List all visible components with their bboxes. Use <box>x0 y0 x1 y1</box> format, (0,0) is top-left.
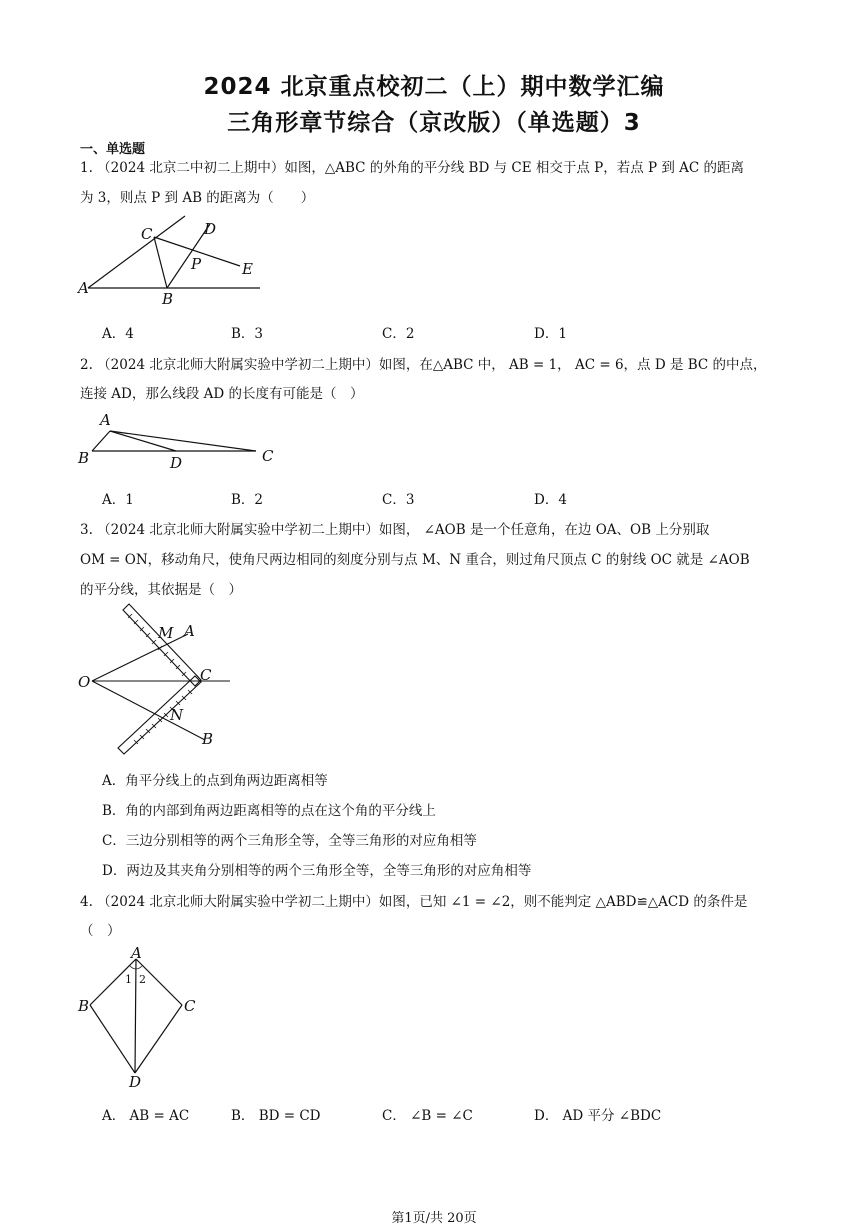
q2-option-a: A．1 <box>102 492 134 508</box>
q2-figure <box>70 405 290 475</box>
q1-label-c: C <box>141 225 153 243</box>
q3-label-n: N <box>170 706 184 724</box>
page-footer: 第1页/共 20页 <box>391 1211 477 1226</box>
q1-label-p: P <box>191 255 202 273</box>
q3-label-c: C <box>200 666 212 684</box>
q4-label-a: A <box>131 944 142 962</box>
q2-option-d: D．4 <box>534 492 567 508</box>
q1-option-b: B．3 <box>231 326 264 342</box>
q2-label-c: C <box>262 447 274 465</box>
q3-figure-angle-ruler <box>70 600 250 760</box>
q4-stem-line-1: 4. （2024 北京北师大附属实验中学初二上期中）如图，已知 ∠1 = ∠2，则不能判定 △ABD≌△ACD 的条件是 <box>80 894 748 910</box>
q3-label-o: O <box>78 673 91 691</box>
q4-label-c: C <box>184 997 196 1015</box>
q3-stem-line-1: 3. （2024 北京北师大附属实验中学初二上期中）如图， ∠AOB 是一个任意角，在边 OA、OB 上分别取 <box>80 522 710 538</box>
q2-label-b: B <box>78 449 90 467</box>
q4-label-d: D <box>129 1073 142 1091</box>
q1-stem-line-1: 1. （2024 北京二中初二上期中）如图，△ABC 的外角的平分线 BD 与 CE 相交于点 P，若点 P 到 AC 的距离 <box>80 160 745 176</box>
q3-label-m: M <box>158 624 174 642</box>
q4-stem-line-2: （ ） <box>80 923 121 939</box>
q2-label-d: D <box>170 454 183 472</box>
q1-option-a: A．4 <box>102 326 134 342</box>
q1-stem-line-2: 为 3，则点 P 到 AB 的距离为（ ） <box>80 190 315 206</box>
q1-option-c: C．2 <box>382 326 415 342</box>
q3-stem-line-2: OM = ON，移动角尺，使角尺两边相同的刻度分别与点 M、N 重合，则过角尺顶点 C 的射线 OC 就是 ∠AOB <box>80 552 750 568</box>
q4-option-c: C． ∠B = ∠C <box>382 1108 473 1124</box>
title-line-1: 2024 北京重点校初二（上）期中数学汇编 <box>203 74 665 100</box>
q4-option-a: A． AB = AC <box>102 1108 190 1124</box>
q2-option-b: B．2 <box>231 492 264 508</box>
q4-figure <box>70 945 210 1095</box>
q3-label-b: B <box>202 730 214 748</box>
q4-angle-label-2: 2 <box>139 973 146 986</box>
q1-figure <box>70 210 280 310</box>
q1-label-b: B <box>162 290 174 308</box>
q3-option-d: D．两边及其夹角分别相等的两个三角形全等，全等三角形的对应角相等 <box>102 863 532 879</box>
q4-angle-label-1: 1 <box>125 973 132 986</box>
q4-option-d: D． AD 平分 ∠BDC <box>534 1108 662 1124</box>
q3-label-a: A <box>184 622 195 640</box>
q3-stem-line-3: 的平分线，其依据是（ ） <box>80 582 242 598</box>
q4-label-b: B <box>78 997 90 1015</box>
q1-label-e: E <box>242 260 253 278</box>
title-line-2: 三角形章节综合（京改版）（单选题）3 <box>227 110 641 136</box>
q3-option-a: A．角平分线上的点到角两边距离相等 <box>102 773 328 789</box>
q3-option-c: C．三边分别相等的两个三角形全等，全等三角形的对应角相等 <box>102 833 477 849</box>
q1-label-a: A <box>78 279 89 297</box>
q2-stem-line-2: 连接 AD，那么线段 AD 的长度有可能是（ ） <box>80 386 364 402</box>
q2-stem-line-1: 2. （2024 北京北师大附属实验中学初二上期中）如图，在△ABC 中， AB = 1， AC = 6，点 D 是 BC 的中点， <box>80 357 767 373</box>
q1-label-d: D <box>204 220 217 238</box>
q1-option-d: D．1 <box>534 326 567 342</box>
q3-option-b: B．角的内部到角两边距离相等的点在这个角的平分线上 <box>102 803 436 819</box>
q4-option-b: B． BD = CD <box>231 1108 321 1124</box>
q2-option-c: C．3 <box>382 492 415 508</box>
section-heading: 一、单选题 <box>80 142 146 157</box>
q2-label-a: A <box>100 411 111 429</box>
